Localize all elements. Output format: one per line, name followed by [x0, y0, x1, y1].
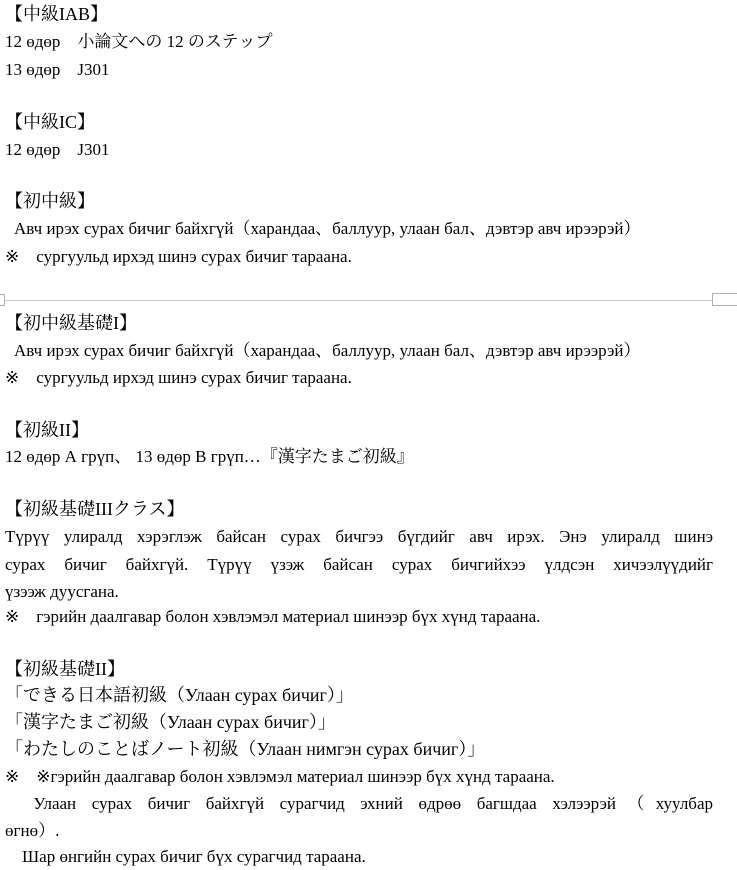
text-line: өгнө）. — [5, 821, 60, 840]
section-heading-shokyu-kiso-ii: 【初級基礎II】 — [5, 659, 125, 679]
section-heading-shochukyu-kiso-i: 【初中級基礎I】 — [5, 313, 137, 333]
text-line: 13 өдөр J301 — [5, 60, 110, 79]
text-line: 「漢字たまご初級（Улаан сурах бичиг）」 — [5, 712, 336, 732]
text-line: 12 өдөр J301 — [5, 140, 110, 159]
text-line: ※ ※гэрийн даалгавар болон хэвлэмэл материал шинээр бүх хүнд тараана. — [5, 767, 555, 786]
text-line: Авч ирэх сурах бичиг байхгүй（харандаа、баллуур, улаан бал、дэвтэр авч ирээрэй） — [14, 219, 641, 238]
text-line: ※ сургуульд ирхэд шинэ сурах бичиг тараана. — [5, 368, 352, 387]
page-break-line — [0, 300, 737, 301]
text-line: 「わたしのことばノート初級（Улаан нимгэн сурах бичиг）」 — [5, 739, 486, 759]
section-heading-chukyu-ic: 【中級IC】 — [5, 112, 95, 132]
text-line: 12 өдөр А грүп、 13 өдөр В грүп…『漢字たまご初級』 — [5, 447, 414, 466]
text-line: ※ сургуульд ирхэд шинэ сурах бичиг тараана. — [5, 247, 352, 266]
text-line: 「できる日本語初級（Улаан сурах бичиг）」 — [5, 685, 354, 705]
text-line: ※ гэрийн даалгавар болон хэвлэмэл материал шинээр бүх хүнд тараана. — [5, 607, 541, 626]
section-heading-shochukyu: 【初中級】 — [5, 191, 95, 211]
text-line: Улаан сурах бичиг байхгүй сурагчид эхний өдрөө багшдаа хэлээрэй（хуулбар — [5, 794, 713, 813]
section-heading-shokyu-kiso-iii: 【初級基礎IIIクラス】 — [5, 499, 185, 519]
text-line: Түрүү улиралд хэрэглэж байсан сурах бичгээ бүгдийг авч ирэх. Энэ улиралд шинэ — [5, 527, 713, 546]
section-heading-shokyu-ii: 【初級II】 — [5, 420, 89, 440]
text-line: Шар өнгийн сурах бичиг бүх сурагчид тараана. — [5, 847, 366, 866]
text-line: Авч ирэх сурах бичиг байхгүй（харандаа、баллуур, улаан бал、дэвтэр авч ирээрэй） — [14, 341, 641, 360]
section-heading-chukyu-iab: 【中級IAB】 — [5, 4, 108, 24]
text-line: үзээж дуусгана. — [5, 582, 119, 601]
text-line: сурах бичиг байхгүй. Түрүү үзэж байсан сурах бичгийхээ үлдсэн хичээлүүдийг — [5, 555, 713, 574]
page-break-marker-left — [0, 294, 5, 306]
page-break-marker-right — [712, 293, 737, 306]
text-line: 12 өдөр 小論文への 12 のステップ — [5, 32, 273, 51]
